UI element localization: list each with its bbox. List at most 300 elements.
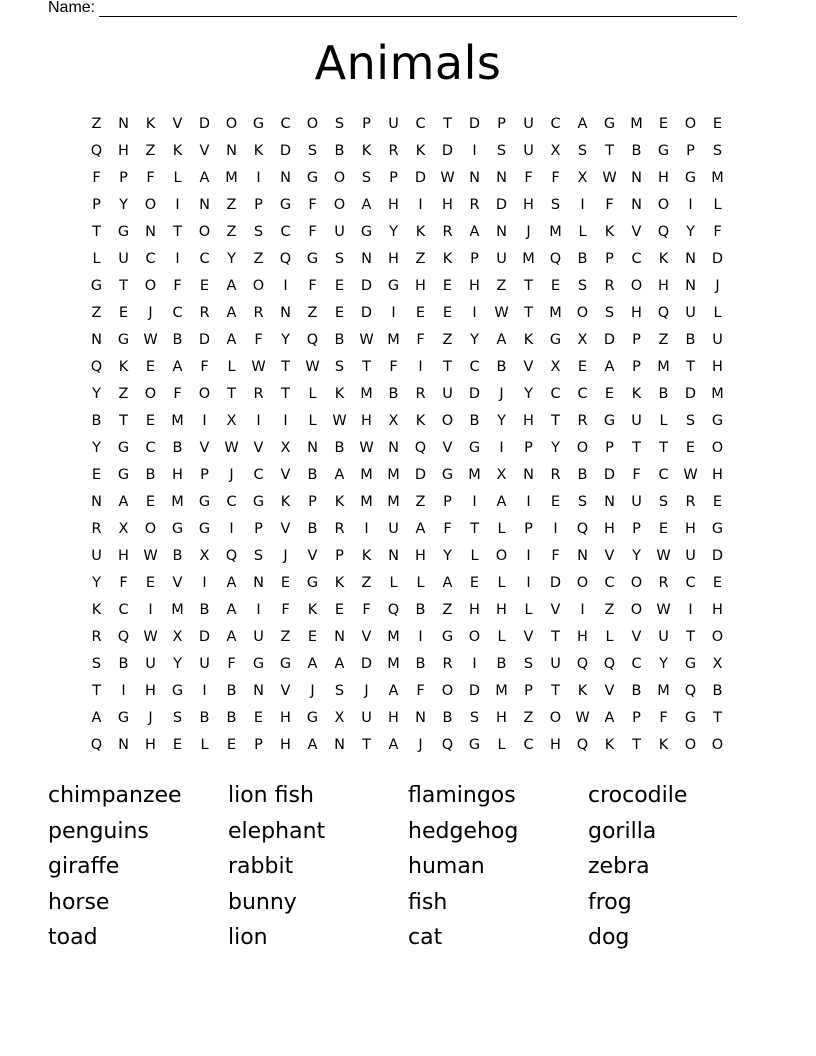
grid-letter[interactable]: Q bbox=[576, 521, 589, 537]
grid-letter[interactable]: F bbox=[443, 521, 452, 537]
grid-letter[interactable]: N bbox=[280, 170, 291, 186]
grid-letter[interactable]: Z bbox=[145, 143, 156, 159]
grid-letter[interactable]: J bbox=[283, 548, 288, 564]
grid-letter[interactable]: R bbox=[253, 305, 264, 321]
grid-letter[interactable]: I bbox=[175, 251, 180, 267]
grid-letter[interactable]: O bbox=[711, 440, 724, 456]
grid-letter[interactable]: E bbox=[145, 359, 156, 375]
grid-letter[interactable]: A bbox=[226, 602, 237, 618]
grid-letter[interactable]: U bbox=[685, 305, 696, 321]
grid-letter[interactable]: F bbox=[524, 170, 533, 186]
grid-letter[interactable]: T bbox=[173, 224, 182, 240]
grid-letter[interactable]: T bbox=[605, 143, 614, 159]
grid-letter[interactable]: Y bbox=[227, 251, 236, 267]
grid-letter[interactable]: M bbox=[171, 602, 184, 618]
grid-letter[interactable]: Q bbox=[414, 440, 427, 456]
grid-letter[interactable]: P bbox=[524, 683, 533, 699]
grid-letter[interactable]: G bbox=[468, 440, 481, 456]
grid-letter[interactable]: E bbox=[550, 494, 561, 510]
grid-letter[interactable]: Q bbox=[441, 737, 454, 753]
grid-letter[interactable]: A bbox=[226, 332, 237, 348]
grid-letter[interactable]: S bbox=[496, 143, 507, 159]
grid-letter[interactable]: C bbox=[145, 251, 156, 267]
grid-letter[interactable]: E bbox=[469, 575, 480, 591]
grid-letter[interactable]: C bbox=[631, 656, 642, 672]
grid-letter[interactable]: B bbox=[91, 413, 102, 429]
grid-letter[interactable]: I bbox=[688, 197, 693, 213]
grid-letter[interactable]: Y bbox=[281, 332, 290, 348]
grid-letter[interactable]: B bbox=[172, 548, 183, 564]
grid-letter[interactable]: P bbox=[632, 710, 641, 726]
grid-letter[interactable]: X bbox=[388, 413, 399, 429]
grid-letter[interactable]: X bbox=[280, 440, 291, 456]
grid-letter[interactable]: B bbox=[226, 710, 237, 726]
grid-letter[interactable]: J bbox=[499, 386, 504, 402]
grid-letter[interactable]: F bbox=[308, 197, 317, 213]
grid-letter[interactable]: T bbox=[524, 305, 533, 321]
grid-letter[interactable]: A bbox=[361, 197, 372, 213]
grid-letter[interactable]: A bbox=[469, 224, 480, 240]
grid-letter[interactable]: V bbox=[523, 629, 534, 645]
grid-letter[interactable]: G bbox=[117, 467, 130, 483]
grid-letter[interactable]: F bbox=[605, 197, 614, 213]
grid-letter[interactable]: Y bbox=[497, 413, 506, 429]
grid-letter[interactable]: G bbox=[441, 629, 454, 645]
grid-letter[interactable]: E bbox=[172, 737, 183, 753]
grid-letter[interactable]: A bbox=[307, 656, 318, 672]
grid-letter[interactable]: B bbox=[118, 656, 129, 672]
grid-letter[interactable]: A bbox=[118, 494, 129, 510]
grid-letter[interactable]: N bbox=[361, 251, 372, 267]
grid-letter[interactable]: J bbox=[526, 224, 531, 240]
grid-letter[interactable]: Z bbox=[415, 494, 426, 510]
grid-letter[interactable]: S bbox=[577, 494, 588, 510]
grid-letter[interactable]: B bbox=[415, 656, 426, 672]
grid-letter[interactable]: Y bbox=[551, 440, 560, 456]
grid-letter[interactable]: O bbox=[630, 575, 643, 591]
grid-letter[interactable]: Y bbox=[92, 440, 101, 456]
grid-letter[interactable]: N bbox=[226, 143, 237, 159]
grid-letter[interactable]: K bbox=[91, 602, 102, 618]
grid-letter[interactable]: H bbox=[712, 467, 723, 483]
grid-letter[interactable]: R bbox=[253, 386, 264, 402]
grid-letter[interactable]: G bbox=[171, 683, 184, 699]
grid-letter[interactable]: H bbox=[145, 683, 156, 699]
grid-letter[interactable]: X bbox=[550, 143, 561, 159]
grid-letter[interactable]: V bbox=[199, 143, 210, 159]
grid-letter[interactable]: D bbox=[414, 467, 427, 483]
grid-letter[interactable]: S bbox=[712, 143, 723, 159]
grid-letter[interactable]: O bbox=[495, 548, 508, 564]
grid-letter[interactable]: I bbox=[418, 629, 423, 645]
grid-letter[interactable]: O bbox=[144, 278, 157, 294]
grid-letter[interactable]: W bbox=[440, 170, 455, 186]
grid-letter[interactable]: O bbox=[549, 710, 562, 726]
grid-letter[interactable]: A bbox=[442, 575, 453, 591]
grid-letter[interactable]: H bbox=[631, 305, 642, 321]
grid-letter[interactable]: M bbox=[711, 170, 724, 186]
grid-letter[interactable]: T bbox=[551, 683, 560, 699]
grid-letter[interactable]: A bbox=[334, 656, 345, 672]
grid-letter[interactable]: U bbox=[361, 710, 372, 726]
grid-letter[interactable]: N bbox=[199, 197, 210, 213]
grid-letter[interactable]: D bbox=[198, 116, 211, 132]
grid-letter[interactable]: B bbox=[334, 440, 345, 456]
grid-letter[interactable]: N bbox=[496, 170, 507, 186]
grid-letter[interactable]: F bbox=[551, 170, 560, 186]
grid-letter[interactable]: E bbox=[226, 737, 237, 753]
grid-letter[interactable]: E bbox=[550, 278, 561, 294]
grid-letter[interactable]: H bbox=[523, 413, 534, 429]
grid-letter[interactable]: I bbox=[418, 359, 423, 375]
grid-letter[interactable]: F bbox=[281, 602, 290, 618]
grid-letter[interactable]: Y bbox=[470, 332, 479, 348]
grid-letter[interactable]: O bbox=[684, 116, 697, 132]
grid-letter[interactable]: O bbox=[576, 440, 589, 456]
grid-letter[interactable]: D bbox=[711, 548, 724, 564]
grid-letter[interactable]: B bbox=[577, 251, 588, 267]
grid-letter[interactable]: Q bbox=[90, 143, 103, 159]
grid-letter[interactable]: E bbox=[334, 602, 345, 618]
grid-letter[interactable]: R bbox=[415, 386, 426, 402]
grid-letter[interactable]: I bbox=[256, 170, 261, 186]
grid-letter[interactable]: N bbox=[388, 440, 399, 456]
grid-letter[interactable]: M bbox=[387, 467, 400, 483]
grid-letter[interactable]: E bbox=[415, 305, 426, 321]
grid-letter[interactable]: C bbox=[685, 575, 696, 591]
grid-letter[interactable]: C bbox=[118, 602, 129, 618]
grid-letter[interactable]: W bbox=[359, 440, 374, 456]
grid-letter[interactable]: H bbox=[388, 251, 399, 267]
grid-letter[interactable]: T bbox=[281, 386, 290, 402]
grid-letter[interactable]: G bbox=[306, 170, 319, 186]
grid-letter[interactable]: G bbox=[117, 224, 130, 240]
grid-letter[interactable]: D bbox=[360, 656, 373, 672]
grid-letter[interactable]: E bbox=[334, 278, 345, 294]
grid-letter[interactable]: L bbox=[173, 170, 182, 186]
grid-letter[interactable]: B bbox=[496, 359, 507, 375]
grid-letter[interactable]: G bbox=[198, 521, 211, 537]
grid-letter[interactable]: E bbox=[442, 305, 453, 321]
grid-letter[interactable]: X bbox=[226, 413, 237, 429]
grid-letter[interactable]: D bbox=[198, 332, 211, 348]
grid-letter[interactable]: J bbox=[148, 305, 153, 321]
grid-letter[interactable]: J bbox=[715, 278, 720, 294]
grid-letter[interactable]: N bbox=[523, 467, 534, 483]
grid-letter[interactable]: M bbox=[495, 683, 508, 699]
grid-letter[interactable]: Z bbox=[496, 278, 507, 294]
grid-letter[interactable]: D bbox=[441, 143, 454, 159]
grid-letter[interactable]: L bbox=[227, 359, 236, 375]
grid-letter[interactable]: Y bbox=[119, 197, 128, 213]
grid-letter[interactable]: I bbox=[229, 521, 234, 537]
grid-letter[interactable]: U bbox=[199, 656, 210, 672]
grid-letter[interactable]: T bbox=[551, 413, 560, 429]
grid-letter[interactable]: C bbox=[253, 467, 264, 483]
grid-letter[interactable]: F bbox=[632, 467, 641, 483]
grid-letter[interactable]: L bbox=[497, 521, 506, 537]
grid-letter[interactable]: W bbox=[305, 359, 320, 375]
grid-letter[interactable]: G bbox=[360, 224, 373, 240]
grid-letter[interactable]: U bbox=[523, 143, 534, 159]
grid-letter[interactable]: K bbox=[415, 224, 426, 240]
grid-letter[interactable]: I bbox=[364, 521, 369, 537]
grid-letter[interactable]: B bbox=[199, 602, 210, 618]
grid-letter[interactable]: S bbox=[253, 548, 264, 564]
grid-letter[interactable]: R bbox=[658, 575, 669, 591]
grid-letter[interactable]: T bbox=[524, 278, 533, 294]
grid-letter[interactable]: G bbox=[198, 494, 211, 510]
grid-letter[interactable]: T bbox=[227, 386, 236, 402]
grid-letter[interactable]: L bbox=[416, 575, 425, 591]
grid-letter[interactable]: V bbox=[523, 359, 534, 375]
grid-letter[interactable]: V bbox=[280, 521, 291, 537]
grid-letter[interactable]: C bbox=[199, 251, 210, 267]
grid-letter[interactable]: I bbox=[202, 683, 207, 699]
grid-letter[interactable]: P bbox=[443, 494, 452, 510]
grid-letter[interactable]: D bbox=[711, 251, 724, 267]
grid-letter[interactable]: L bbox=[497, 737, 506, 753]
name-blank-line[interactable] bbox=[99, 2, 737, 17]
grid-letter[interactable]: L bbox=[497, 629, 506, 645]
grid-letter[interactable]: S bbox=[658, 494, 669, 510]
grid-letter[interactable]: L bbox=[659, 413, 668, 429]
grid-letter[interactable]: B bbox=[388, 386, 399, 402]
grid-letter[interactable]: T bbox=[119, 413, 128, 429]
grid-letter[interactable]: B bbox=[685, 332, 696, 348]
grid-letter[interactable]: Z bbox=[523, 710, 534, 726]
grid-letter[interactable]: H bbox=[280, 710, 291, 726]
grid-letter[interactable]: E bbox=[118, 305, 129, 321]
grid-letter[interactable]: A bbox=[226, 629, 237, 645]
grid-letter[interactable]: H bbox=[496, 710, 507, 726]
grid-letter[interactable]: N bbox=[685, 278, 696, 294]
grid-letter[interactable]: O bbox=[711, 737, 724, 753]
grid-letter[interactable]: K bbox=[145, 116, 156, 132]
grid-letter[interactable]: A bbox=[307, 737, 318, 753]
grid-letter[interactable]: Y bbox=[92, 575, 101, 591]
grid-letter[interactable]: D bbox=[603, 332, 616, 348]
grid-letter[interactable]: I bbox=[148, 602, 153, 618]
grid-letter[interactable]: S bbox=[334, 683, 345, 699]
grid-letter[interactable]: U bbox=[496, 251, 507, 267]
grid-letter[interactable]: F bbox=[254, 332, 263, 348]
grid-letter[interactable]: L bbox=[524, 602, 533, 618]
grid-letter[interactable]: B bbox=[145, 467, 156, 483]
grid-letter[interactable]: O bbox=[576, 575, 589, 591]
grid-letter[interactable]: D bbox=[414, 170, 427, 186]
grid-letter[interactable]: L bbox=[470, 548, 479, 564]
grid-letter[interactable]: C bbox=[550, 116, 561, 132]
grid-letter[interactable]: N bbox=[91, 494, 102, 510]
grid-letter[interactable]: K bbox=[253, 143, 264, 159]
grid-letter[interactable]: G bbox=[117, 332, 130, 348]
grid-letter[interactable]: B bbox=[226, 683, 237, 699]
grid-letter[interactable]: E bbox=[145, 494, 156, 510]
grid-letter[interactable]: P bbox=[119, 170, 128, 186]
grid-letter[interactable]: D bbox=[360, 305, 373, 321]
grid-letter[interactable]: E bbox=[307, 629, 318, 645]
grid-letter[interactable]: H bbox=[145, 737, 156, 753]
grid-letter[interactable]: H bbox=[388, 197, 399, 213]
grid-letter[interactable]: R bbox=[442, 656, 453, 672]
grid-letter[interactable]: I bbox=[202, 575, 207, 591]
grid-letter[interactable]: K bbox=[523, 332, 534, 348]
grid-letter[interactable]: H bbox=[658, 170, 669, 186]
grid-letter[interactable]: A bbox=[199, 170, 210, 186]
grid-letter[interactable]: H bbox=[496, 602, 507, 618]
grid-letter[interactable]: U bbox=[631, 494, 642, 510]
grid-letter[interactable]: K bbox=[658, 251, 669, 267]
grid-letter[interactable]: D bbox=[279, 143, 292, 159]
grid-letter[interactable]: G bbox=[117, 710, 130, 726]
grid-letter[interactable]: O bbox=[306, 116, 319, 132]
grid-letter[interactable]: E bbox=[442, 278, 453, 294]
grid-letter[interactable]: T bbox=[632, 737, 641, 753]
grid-letter[interactable]: V bbox=[604, 683, 615, 699]
grid-letter[interactable]: O bbox=[657, 197, 670, 213]
grid-letter[interactable]: F bbox=[119, 575, 128, 591]
grid-letter[interactable]: C bbox=[550, 386, 561, 402]
grid-letter[interactable]: L bbox=[497, 575, 506, 591]
grid-letter[interactable]: E bbox=[91, 467, 102, 483]
grid-letter[interactable]: J bbox=[229, 467, 234, 483]
grid-letter[interactable]: M bbox=[522, 251, 535, 267]
grid-letter[interactable]: W bbox=[683, 467, 698, 483]
grid-letter[interactable]: P bbox=[632, 521, 641, 537]
grid-letter[interactable]: N bbox=[388, 548, 399, 564]
grid-letter[interactable]: C bbox=[172, 305, 183, 321]
grid-letter[interactable]: O bbox=[252, 278, 265, 294]
grid-letter[interactable]: A bbox=[172, 359, 183, 375]
grid-letter[interactable]: C bbox=[145, 440, 156, 456]
grid-letter[interactable]: X bbox=[118, 521, 129, 537]
grid-letter[interactable]: U bbox=[442, 386, 453, 402]
grid-letter[interactable]: U bbox=[91, 548, 102, 564]
grid-letter[interactable]: R bbox=[388, 143, 399, 159]
grid-letter[interactable]: L bbox=[308, 413, 317, 429]
grid-letter[interactable]: E bbox=[199, 278, 210, 294]
grid-letter[interactable]: H bbox=[415, 278, 426, 294]
grid-letter[interactable]: A bbox=[388, 737, 399, 753]
grid-letter[interactable]: G bbox=[657, 143, 670, 159]
grid-letter[interactable]: G bbox=[549, 332, 562, 348]
grid-letter[interactable]: N bbox=[91, 332, 102, 348]
grid-letter[interactable]: O bbox=[711, 629, 724, 645]
grid-letter[interactable]: G bbox=[684, 656, 697, 672]
grid-letter[interactable]: I bbox=[499, 440, 504, 456]
grid-letter[interactable]: E bbox=[658, 521, 669, 537]
grid-letter[interactable]: P bbox=[497, 116, 506, 132]
grid-letter[interactable]: W bbox=[143, 629, 158, 645]
grid-letter[interactable]: N bbox=[145, 224, 156, 240]
grid-letter[interactable]: U bbox=[253, 629, 264, 645]
grid-letter[interactable]: Q bbox=[657, 305, 670, 321]
grid-letter[interactable]: L bbox=[605, 629, 614, 645]
grid-letter[interactable]: D bbox=[468, 386, 481, 402]
grid-letter[interactable]: H bbox=[658, 278, 669, 294]
grid-letter[interactable]: G bbox=[171, 521, 184, 537]
grid-letter[interactable]: W bbox=[224, 440, 239, 456]
grid-letter[interactable]: U bbox=[118, 251, 129, 267]
grid-letter[interactable]: O bbox=[333, 170, 346, 186]
grid-letter[interactable]: F bbox=[659, 710, 668, 726]
grid-letter[interactable]: C bbox=[658, 467, 669, 483]
grid-letter[interactable]: M bbox=[360, 386, 373, 402]
grid-letter[interactable]: I bbox=[688, 602, 693, 618]
grid-letter[interactable]: H bbox=[469, 602, 480, 618]
grid-letter[interactable]: Z bbox=[361, 575, 372, 591]
grid-letter[interactable]: V bbox=[253, 440, 264, 456]
grid-letter[interactable]: U bbox=[685, 548, 696, 564]
grid-letter[interactable]: Q bbox=[603, 656, 616, 672]
grid-letter[interactable]: R bbox=[604, 278, 615, 294]
grid-letter[interactable]: H bbox=[118, 548, 129, 564]
grid-letter[interactable]: I bbox=[472, 143, 477, 159]
grid-letter[interactable]: N bbox=[334, 737, 345, 753]
grid-letter[interactable]: Z bbox=[226, 197, 237, 213]
grid-letter[interactable]: P bbox=[200, 467, 209, 483]
grid-letter[interactable]: K bbox=[334, 494, 345, 510]
grid-letter[interactable]: S bbox=[577, 278, 588, 294]
grid-letter[interactable]: P bbox=[308, 494, 317, 510]
grid-letter[interactable]: H bbox=[469, 278, 480, 294]
grid-letter[interactable]: E bbox=[712, 494, 723, 510]
grid-letter[interactable]: V bbox=[604, 548, 615, 564]
grid-letter[interactable]: R bbox=[550, 467, 561, 483]
grid-letter[interactable]: P bbox=[362, 116, 371, 132]
grid-letter[interactable]: Z bbox=[415, 251, 426, 267]
grid-letter[interactable]: S bbox=[469, 710, 480, 726]
grid-letter[interactable]: G bbox=[603, 116, 616, 132]
grid-letter[interactable]: X bbox=[577, 170, 588, 186]
grid-letter[interactable]: K bbox=[631, 386, 642, 402]
grid-letter[interactable]: H bbox=[280, 737, 291, 753]
grid-letter[interactable]: G bbox=[252, 494, 265, 510]
grid-letter[interactable]: E bbox=[145, 575, 156, 591]
grid-letter[interactable]: Z bbox=[226, 224, 237, 240]
grid-letter[interactable]: A bbox=[91, 710, 102, 726]
grid-letter[interactable]: G bbox=[387, 278, 400, 294]
grid-letter[interactable]: S bbox=[334, 251, 345, 267]
grid-letter[interactable]: W bbox=[251, 359, 266, 375]
grid-letter[interactable]: B bbox=[199, 710, 210, 726]
grid-letter[interactable]: S bbox=[604, 305, 615, 321]
grid-letter[interactable]: M bbox=[630, 116, 643, 132]
grid-letter[interactable]: Q bbox=[117, 629, 130, 645]
grid-letter[interactable]: I bbox=[553, 521, 558, 537]
grid-letter[interactable]: A bbox=[415, 521, 426, 537]
grid-letter[interactable]: A bbox=[334, 467, 345, 483]
grid-letter[interactable]: H bbox=[442, 197, 453, 213]
grid-letter[interactable]: L bbox=[578, 224, 587, 240]
grid-letter[interactable]: A bbox=[496, 494, 507, 510]
grid-letter[interactable]: V bbox=[631, 224, 642, 240]
grid-letter[interactable]: I bbox=[526, 548, 531, 564]
grid-letter[interactable]: J bbox=[310, 683, 315, 699]
grid-letter[interactable]: Q bbox=[225, 548, 238, 564]
grid-letter[interactable]: B bbox=[307, 521, 318, 537]
grid-letter[interactable]: G bbox=[468, 737, 481, 753]
grid-letter[interactable]: G bbox=[279, 197, 292, 213]
grid-letter[interactable]: F bbox=[362, 602, 371, 618]
grid-letter[interactable]: S bbox=[334, 359, 345, 375]
grid-letter[interactable]: W bbox=[575, 710, 590, 726]
grid-letter[interactable]: G bbox=[306, 710, 319, 726]
grid-letter[interactable]: K bbox=[361, 143, 372, 159]
grid-letter[interactable]: L bbox=[92, 251, 101, 267]
grid-letter[interactable]: Z bbox=[604, 602, 615, 618]
